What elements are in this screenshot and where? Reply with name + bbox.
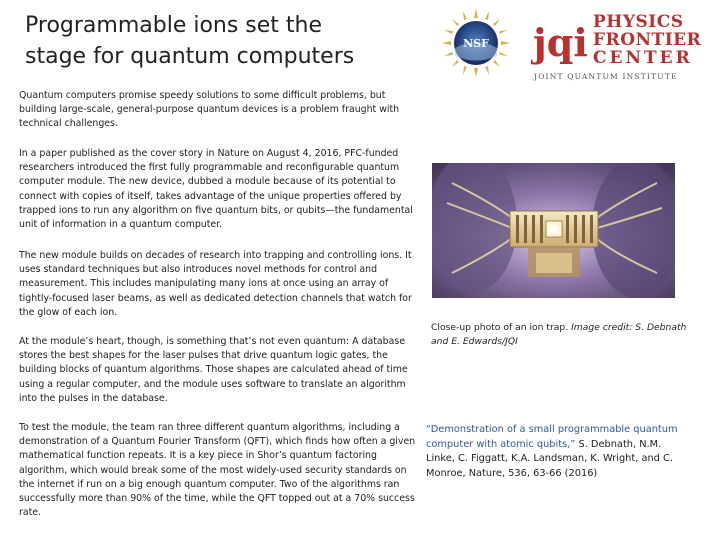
jqi-mark: jqi bbox=[533, 20, 588, 65]
caption-text: Close-up photo of an ion trap. bbox=[431, 322, 572, 333]
caption-credit: Image credit: S. Debnath and E. Edwards/JQI bbox=[431, 322, 687, 347]
jqi-line-frontier: FRONTIER bbox=[593, 30, 702, 50]
paragraph-algorithms-test: To test the module, the team ran three different quantum algorithms, including a demonstration of a Quantum Fourier Transform (QFT), which finds how often a given mathematical function repeats. It is a key piece in Shor’s quantum factoring algorithm, which would break some of the most widely-used security standards on the internet if run on a big enough quantum computer. Two of the algorithms ran successfully more than 90% of the time, while the QFT topped out at a 70% success rate. bbox=[19, 422, 416, 519]
citation-title-link[interactable]: “Demonstration of a small programmable quantum computer with atomic qubits,” bbox=[426, 424, 678, 450]
jqi-pfc-logo bbox=[531, 12, 702, 82]
paragraph-module-research: The new module builds on decades of research into trapping and controlling ions. It uses standard techniques but also introduces novel methods for control and measurement. This includes manipulating many ions at once using an array of tightly-focused laser beams, as well as dedicated detection channels that watch for the glow of each ion. bbox=[19, 250, 412, 318]
paragraph-module-heart: At the module’s heart, though, is something that’s not even quantum: A database stores the best shapes for the laser pulses that drive quantum logic gates, the building blocks of quantum algorithms. Those shapes are calculated ahead of time using a regular computer, and the module uses software to translate an algorithm into the pulses in the database. bbox=[19, 336, 408, 404]
paragraph-intro: Quantum computers promise speedy solutions to some difficult problems, but building large-scale, general-purpose quantum devices is a problem fraught with technical challenges. bbox=[19, 90, 400, 130]
nsf-label: NSF bbox=[463, 37, 489, 50]
citation-details: S. Debnath, N.M. Linke, C. Figgatt, K.A. Landsman, K. Wright, and C. Monroe, Nature, 536, 63-66 (2016) bbox=[426, 438, 673, 479]
page-title bbox=[25, 10, 435, 72]
title-line-2: stage for quantum computers bbox=[25, 44, 355, 69]
ion-trap-photo bbox=[432, 163, 675, 298]
citation bbox=[426, 423, 691, 481]
photo-caption bbox=[431, 321, 691, 348]
nsf-logo bbox=[441, 8, 511, 78]
jqi-line-physics: PHYSICS bbox=[593, 12, 684, 32]
jqi-subtitle: JOINT QUANTUM INSTITUTE bbox=[534, 72, 678, 81]
title-line-1: Programmable ions set the bbox=[25, 13, 323, 38]
jqi-line-center: CENTER bbox=[593, 48, 693, 68]
paragraph-nature-paper: In a paper published as the cover story in Nature on August 4, 2016, PFC-funded researchers introduced the first fully programmable and reconfigurable quantum computer module. The new device, dubbed a module because of its potential to connect with copies of itself, takes advantage of the unique properties offered by trapped ions to run any algorithm on five quantum bits, or qubits—the fundamental unit of information in a quantum computer. bbox=[19, 148, 413, 231]
